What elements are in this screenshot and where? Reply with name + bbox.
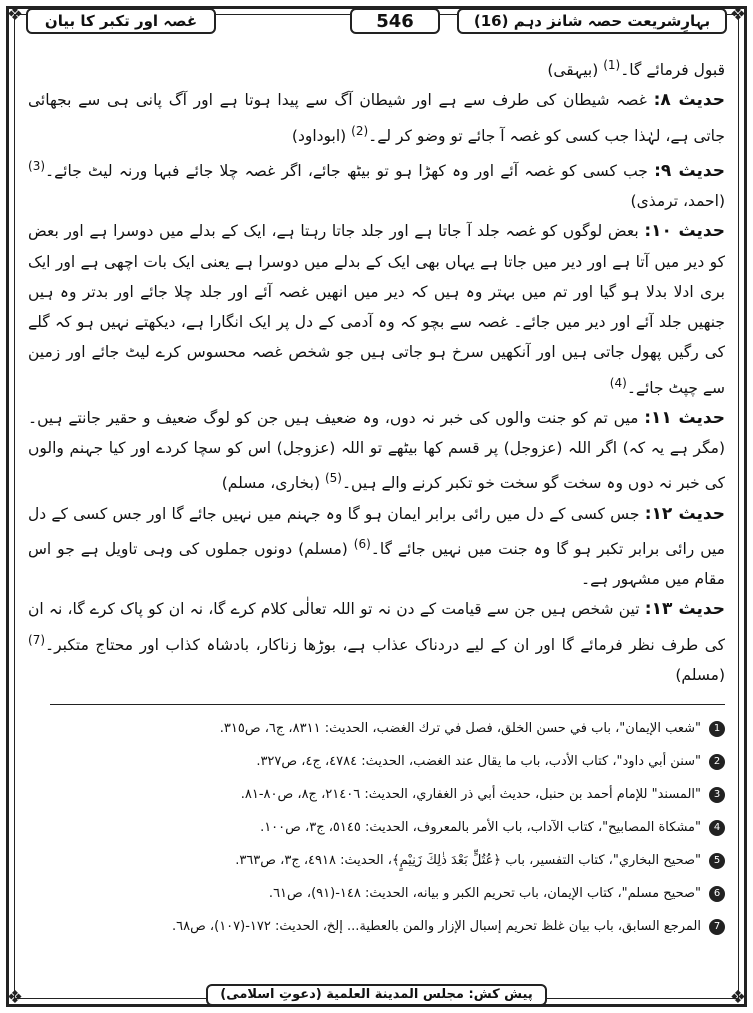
footnote-item	[34, 844, 725, 877]
corner-ornament-icon: ❖	[6, 4, 24, 25]
corner-ornament-icon: ❖	[729, 987, 747, 1008]
footnote-number: 7	[709, 919, 725, 935]
footnote-text: "صحيح البخاري"، كتاب التفسير، باب ﴿عُتُلٍّ بَعْدَ ذٰلِكَ زَنِيْمٍ﴾، الحديث: ٤٩١٨، ج٣، ص٣٦٣.	[235, 853, 701, 868]
paragraph: حدیث ۱۱: میں تم کو جنت والوں کی خبر نہ دوں، وہ ضعیف ہیں جن کو لوگ ضعیف و حقیر جانتے ہیں۔ (مگر ہے یہ کہ) اگر اللہ (عزوجل) پر قسم کھا بیٹھے تو اللہ (عزوجل) اس کو سچا کردے اور کیا جہنم والوں کی خبر نہ دوں وہ سخت گو سخت خو تکبر کرنے والے ہیں۔$^{(5)}$ (بخاری، مسلم)	[28, 407, 725, 493]
page-header	[20, 4, 733, 38]
footnote-item	[34, 910, 725, 943]
footnote-number: 5	[709, 853, 725, 869]
footnote-text: "صحيح مسلم"، كتاب الإيمان، باب تحريم الكبر و بيانه، الحديث: ١٤٨-(٩١)، ص٦١.	[268, 886, 701, 901]
footnote-number: 3	[709, 787, 725, 803]
footnote-number: 4	[709, 820, 725, 836]
main-text	[28, 50, 725, 700]
footnote-text: "المسند" للإمام أحمد بن حنبل، حديث أبي ذر الغفاري، الحديث: ٢١٤٠٦، ج٨، ص٨٠-٨١.	[240, 787, 701, 802]
footnote-item	[34, 745, 725, 778]
corner-ornament-icon: ❖	[6, 987, 24, 1008]
footnote-item	[34, 811, 725, 844]
corner-ornament-icon: ❖	[729, 4, 747, 25]
footnote-number: 1	[709, 721, 725, 737]
footnote-number: 6	[709, 886, 725, 902]
page-footer	[0, 984, 753, 1006]
footnote-text: "سنن أبي داود"، كتاب الأدب، باب ما يقال عند الغضب، الحديث: ٤٧٨٤، ج٤، ص٣٢٧.	[256, 754, 701, 769]
publisher-name: مجلس المدينة العلمية	[326, 987, 464, 1002]
paragraph: حدیث ۱۰: بعض لوگوں کو غصہ جلد آ جاتا ہے اور جلد جاتا رہتا ہے، ایک کے بدلے میں دوسرا ہے اور بعض کو دیر میں آتا ہے اور دیر میں جاتا ہے یہاں بھی ایک کے بدلے میں دوسرا ہے یعنی ایک بات اچھی ہے اور ایک بری ادلا بدلا ہو گیا اور تم میں بہتر وہ ہیں کہ دیر میں انھیں غصہ آئے اور جلد چلا جائے اور بدتر وہ ہیں جنھیں جلد آئے اور دیر میں جائے۔ غصہ سے بچو کہ وہ آدمی کے دل پر ایک انگارا ہے، دیکھتے نہیں ہو کہ گلے کی رگیں پھول جاتی ہیں اور آنکھیں سرخ ہو جاتی ہیں جو شخص غصہ محسوس کرے لیٹ جائے اور زمین سے چپٹ جائے۔$^{(4)}$	[28, 221, 725, 397]
footnote-text: المرجع السابق، باب بيان غلظ تحريم إسبال الإزار والمن بالعطية... إلخ، الحديث: ١٧٢-(١٠٧)، ص٦٨.	[171, 919, 701, 934]
footnote-item	[34, 778, 725, 811]
footnotes	[34, 712, 725, 943]
page-number: 546	[350, 8, 440, 34]
paragraph: حدیث ۱۳: تین شخص ہیں جن سے قیامت کے دن نہ تو اللہ تعالٰی کلام کرے گا، نہ ان کو پاک کرے گا، نہ ان کی طرف نظر فرمائے گا اور ان کے لیے دردناک عذاب ہے، بوڑھا زناکار، بادشاہ کذاب اور محتاج متکبر۔$^{(7)}$ (مسلم)	[28, 599, 725, 684]
paragraph: حدیث ۹: جب کسی کو غصہ آئے اور وہ کھڑا ہو تو بیٹھ جائے، اگر غصہ چلا جائے فبہا ورنہ لیٹ جائے۔$^{(3)}$ (احمد، ترمذی)	[28, 158, 725, 211]
book-title: بہارِشریعت حصہ شانز دہم (16)	[457, 8, 727, 34]
footnote-number: 2	[709, 754, 725, 770]
chapter-title: غصہ اور تکبر کا بیان	[26, 8, 216, 34]
publisher-box	[206, 984, 546, 1006]
footnote-text: "شعب الإيمان"، باب في حسن الخلق، فصل في ترك الغضب، الحديث: ٨٣١١، ج٦، ص٣١٥.	[219, 721, 701, 736]
footnote-item	[34, 877, 725, 910]
paragraph: حدیث ۱۲: جس کسی کے دل میں رائی برابر ایمان ہو گا وہ جہنم میں نہیں جائے گا اور جس کسی کے دل میں رائی برابر تکبر ہو گا وہ جنت میں نہیں جائے گا۔$^{(6)}$ (مسلم) دونوں جملوں کی وہی تاویل ہے جو اس مقام میں مشہور ہے۔	[28, 503, 725, 589]
presenter-label: پیش کش:	[468, 987, 533, 1002]
footnote-item	[34, 712, 725, 745]
footnote-divider	[50, 704, 725, 705]
paragraph: قبول فرمائے گا۔$^{(1)}$ (بیہقی)	[547, 58, 725, 80]
paragraph: حدیث ۸: غصہ شیطان کی طرف سے ہے اور شیطان آگ سے پیدا ہوتا ہے اور آگ پانی ہی سے بجھائی جاتی ہے، لہٰذا جب کسی کو غصہ آ جائے تو وضو کر لے۔$^{(2)}$ (ابوداود)	[28, 90, 725, 145]
publisher-org: (دعوتِ اسلامی)	[220, 987, 322, 1002]
footnote-text: "مشكاة المصابيح"، كتاب الآداب، باب الأمر بالمعروف، الحديث: ٥١٤٥، ج٣، ص١٠٠.	[260, 820, 701, 835]
